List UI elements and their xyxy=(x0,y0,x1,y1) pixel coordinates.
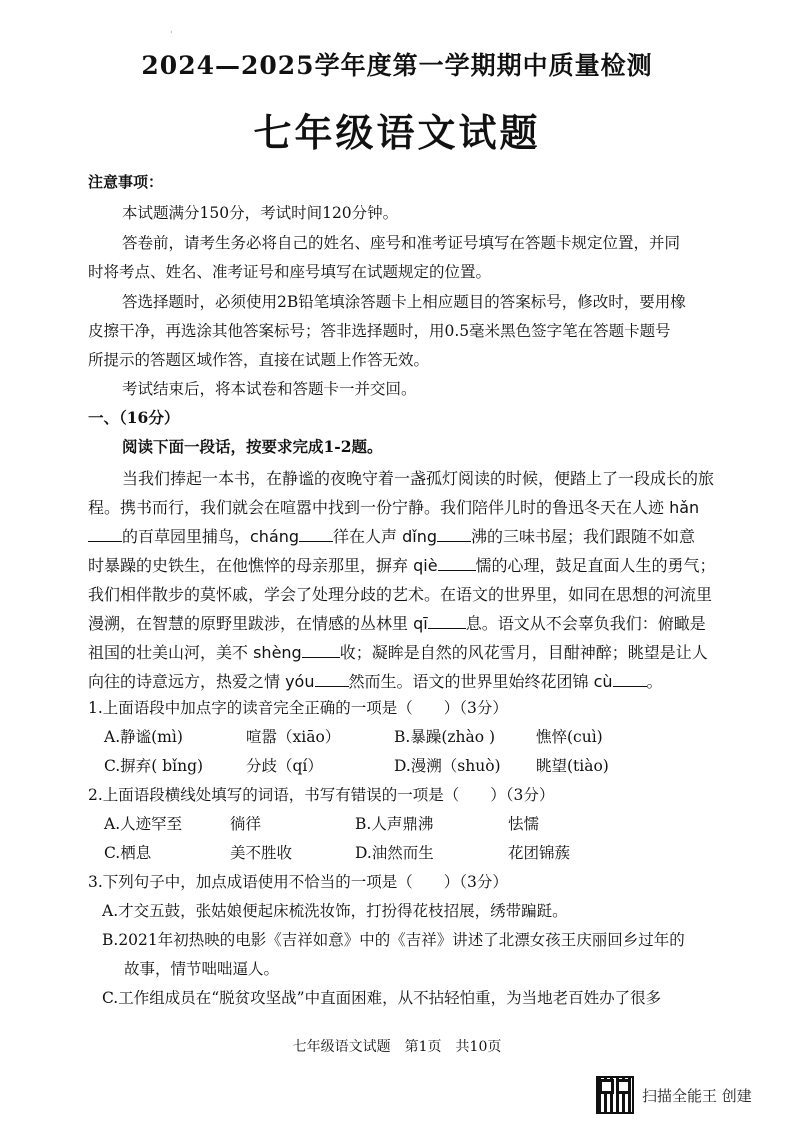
passage-line: 向往的诗意远方，热爱之情 yóu 然而生。语文的世界里始终花团锦 cù 。 xyxy=(88,672,663,691)
fill-blank[interactable] xyxy=(299,525,333,542)
watermark-label: 扫描全能王 创建 xyxy=(642,1086,752,1105)
option-a[interactable]: A.人迹罕至 xyxy=(104,815,183,833)
option-c[interactable]: C.工作组成员在“脱贫攻坚战”中直面困难，从不拈轻怕重，为当地老百姓办了很多 xyxy=(102,989,662,1007)
notice-line: 皮擦干净，再选涂其他答案标号；答非选择题时，用0.5毫米黑色签字笔在答题卡题号 xyxy=(88,322,671,340)
option-a-item: 徜徉 xyxy=(230,815,262,833)
passage-line: 漫溯，在智慧的原野里跋涉，在情感的丛林里 qī 息。语文从不会辜负我们：俯瞰是 xyxy=(88,614,706,633)
option-d-item: 花团锦蔟 xyxy=(508,844,571,862)
passage-line: 的百草园里捕鸟，cháng 徉在人声 dǐng 沸的三味书屋；我们跟随不如意 xyxy=(88,524,695,547)
option-c-item: 分歧（qí） xyxy=(246,757,323,775)
option-a-item: 喧嚣（xiāo） xyxy=(246,728,341,746)
option-c-item: 美不胜收 xyxy=(230,844,293,862)
option-a[interactable]: A.静谧(mì) xyxy=(104,728,183,746)
question-stem: 3.下列句子中，加点成语使用不恰当的一项是（ ）（3分） xyxy=(88,873,508,891)
question-stem: 1.上面语段中加点字的读音完全正确的一项是（ ）（3分） xyxy=(88,699,508,717)
option-b-item: 憔悴(cuì) xyxy=(536,728,603,746)
section-instruction: 阅读下面一段话，按要求完成1-2题。 xyxy=(122,437,383,456)
exam-title: 2024—2025学年度第一学期期中质量检测 xyxy=(141,51,653,80)
option-b[interactable]: B.人声鼎沸 xyxy=(355,815,434,833)
option-b[interactable]: B.2021年初热映的电影《吉祥如意》中的《吉祥》讲述了北漂女孩王庆丽回乡过年的 xyxy=(102,931,685,949)
fill-blank[interactable] xyxy=(613,670,647,687)
passage-line: 祖国的壮美山河，美不 shèng 收；凝眸是自然的风花雪月，目酣神醉；眺望是让人 xyxy=(88,643,708,662)
fill-blank[interactable] xyxy=(437,525,471,542)
fill-blank[interactable] xyxy=(302,641,340,658)
subject-title: 七年级语文试题 xyxy=(253,110,541,155)
notice-line: 时将考点、姓名、准考证号和座号填写在试题规定的位置。 xyxy=(88,263,492,281)
option-b-continued: 故事，情节咄咄逼人。 xyxy=(124,960,280,978)
section-label: 一、（16分） xyxy=(88,408,180,427)
option-d-item: 眺望(tiào) xyxy=(536,757,609,775)
passage-line: 当我们捧起一本书，在静谧的夜晚守着一盏孤灯阅读的时候，便踏上了一段成长的旅 xyxy=(122,469,715,488)
notice-line: 答卷前，请考生务必将自己的姓名、座号和准考证号填写在答题卡规定位置，并同 xyxy=(122,234,681,252)
notice-line: 考试结束后，将本试卷和答题卡一并交回。 xyxy=(122,380,417,398)
option-a[interactable]: A.才交五鼓，张姑娘便起床梳洗妆饰，打扮得花枝招展，绣带蹁跹。 xyxy=(102,902,568,920)
fill-blank[interactable] xyxy=(88,525,122,542)
scanner-watermark xyxy=(596,1076,752,1114)
passage-line: 我们相伴散步的莫怀戚，学会了处理分歧的艺术。在语文的世界里，如同在思想的河流里 xyxy=(88,585,713,604)
option-b-item: 怯懦 xyxy=(508,815,540,833)
option-d[interactable]: D.油然而生 xyxy=(355,844,434,862)
notice-line: 本试题满分150分，考试时间120分钟。 xyxy=(122,204,399,222)
notice-line: 所提示的答题区域作答，直接在试题上作答无效。 xyxy=(88,351,430,369)
notice-line: 答选择题时，必须使用2B铅笔填涂答题卡上相应题目的答案标号，修改时，要用橡 xyxy=(122,293,686,311)
notice-heading: 注意事项： xyxy=(88,173,164,191)
fill-blank[interactable] xyxy=(428,612,466,629)
page-footer: 七年级语文试题 第1页 共10页 xyxy=(292,1039,502,1055)
option-c[interactable]: C.栖息 xyxy=(104,844,152,862)
fill-blank[interactable] xyxy=(438,554,476,571)
question-stem: 2.上面语段横线处填写的词语，书写有错误的一项是（ ）（3分） xyxy=(88,786,555,804)
option-c[interactable]: C.摒弃( bǐng) xyxy=(104,757,204,775)
option-b[interactable]: B.暴躁(zhào ) xyxy=(394,728,496,746)
scan-corner-mark: · xyxy=(170,28,173,37)
qr-code-icon xyxy=(596,1076,634,1114)
fill-blank[interactable] xyxy=(315,670,349,687)
option-d[interactable]: D.漫溯（shuò) xyxy=(394,757,501,775)
passage-line: 程。携书而行，我们就会在喧嚣中找到一份宁静。我们陪伴儿时的鲁迅冬天在人迹 hǎn xyxy=(88,498,700,517)
passage-line: 时暴躁的史铁生，在他憔悴的母亲那里，摒弃 qiè 懦的心理，鼓足直面人生的勇气； xyxy=(88,556,716,575)
